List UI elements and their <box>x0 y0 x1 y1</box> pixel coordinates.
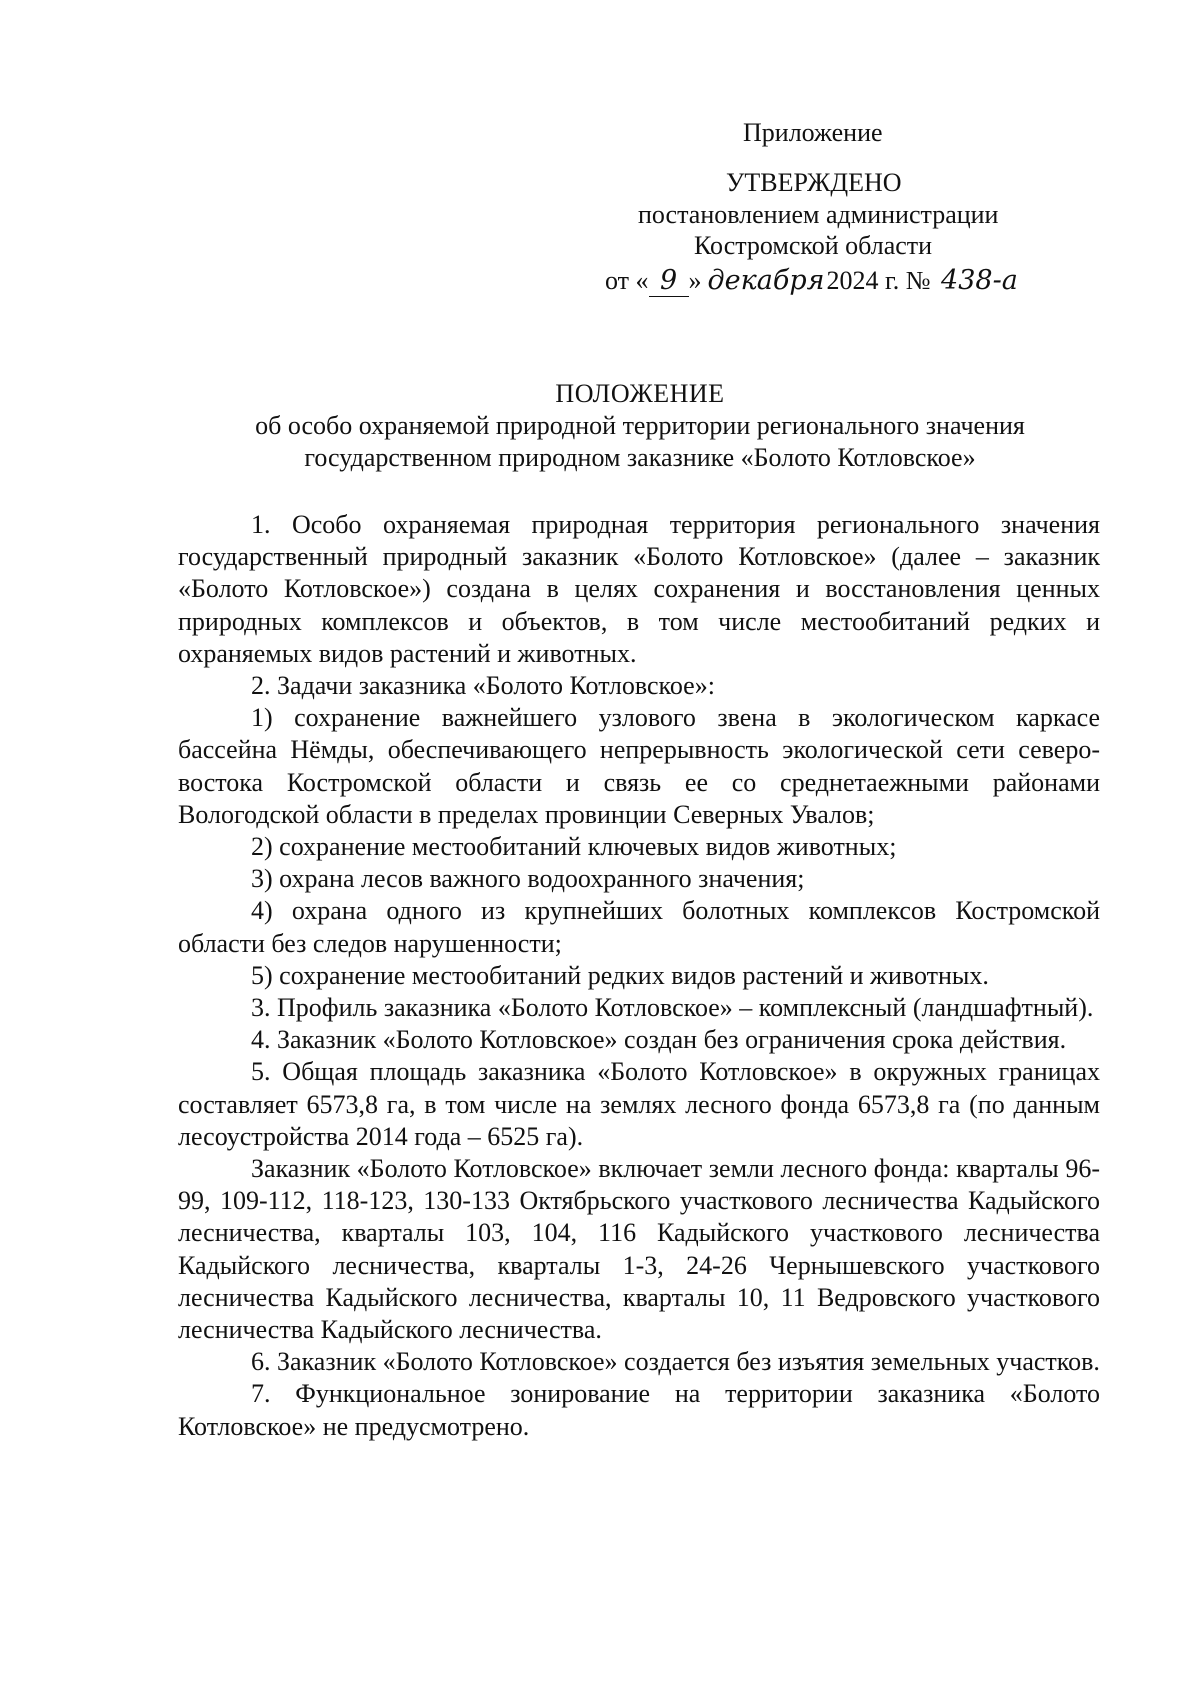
paragraph-6: 6. Заказник «Болото Котловское» создается без изъятия земельных участков. <box>251 1347 1100 1377</box>
task-item-5: 5) сохранение местообитаний редких видов растений и животных. <box>251 960 989 990</box>
paragraph-2: 2. Задачи заказника «Болото Котловское»: <box>251 671 715 701</box>
approved-region-line: Костромской области <box>694 231 933 260</box>
date-prefix: от « <box>605 266 649 295</box>
handwritten-number: 438-а <box>941 265 1018 296</box>
paragraph-1: 1. Особо охраняемая природная территория регионального значения государственный природный заказник «Болото Котловское» (далее – заказник «Болото Котловское») создана в целях сохранения и восстановления ценных природных комплексов и объектов, в том числе местообитаний редких и охраняемых видов растений и животных. <box>178 510 1100 668</box>
handwritten-month: декабря <box>707 265 825 296</box>
task-item-3: 3) охрана лесов важного водоохранного значения; <box>251 864 805 894</box>
paragraph-5-lands: Заказник «Болото Котловское» включает земли лесного фонда: кварталы 96-99, 109-112, 118-123, 130-133 Октябрьского участкового лесничества Кадыйского лесничества, кварталы 103, 104, 116 Кадыйского участкового лесничества Кадыйского лесничества, кварталы 1-3, 24-26 Чернышевского участкового лесничества Кадыйского лесничества, кварталы 10, 11 Ведровского участкового лесничества Кадыйского лесничества. <box>178 1154 1100 1345</box>
approved-label: УТВЕРЖДЕНО <box>726 168 902 197</box>
task-item-1: 1) сохранение важнейшего узлового звена в экологическом каркасе бассейна Нёмды, обеспечивающего непрерывность экологической сети северо-востока Костромской области и связь ее со среднетаежными районами Вологодской области в пределах провинции Северных Увалов; <box>178 703 1100 829</box>
document-title: ПОЛОЖЕНИЕ <box>555 379 725 408</box>
approved-by-line: постановлением администрации <box>638 200 999 229</box>
document-body <box>178 509 1100 1443</box>
paragraph-5: 5. Общая площадь заказника «Болото Котловское» в окружных границах составляет 6573,8 га, в том числе на землях лесного фонда 6573,8 га (по данным лесоустройства 2014 года – 6525 га). <box>178 1057 1100 1151</box>
task-item-2: 2) сохранение местообитаний ключевых видов животных; <box>251 832 897 862</box>
date-mid: » <box>688 266 702 295</box>
paragraph-7: 7. Функциональное зонирование на территории заказника «Болото Котловское» не предусмотрено. <box>178 1379 1100 1441</box>
year-part: 2024 г. № <box>826 266 931 295</box>
resolution-date-line <box>605 266 1018 297</box>
task-item-4: 4) охрана одного из крупнейших болотных комплексов Костромской области без следов нарушенности; <box>178 896 1100 958</box>
document-subtitle-line-2: государственном природном заказнике «Болото Котловское» <box>304 443 976 472</box>
appendix-label: Приложение <box>743 118 883 147</box>
handwritten-day: 9 <box>649 266 689 297</box>
document-subtitle-line-1: об особо охраняемой природной территории регионального значения <box>255 411 1025 440</box>
document-title-block <box>180 378 1100 474</box>
paragraph-4: 4. Заказник «Болото Котловское» создан без ограничения срока действия. <box>251 1025 1067 1055</box>
paragraph-3: 3. Профиль заказника «Болото Котловское» – комплексный (ландшафтный). <box>251 993 1094 1023</box>
